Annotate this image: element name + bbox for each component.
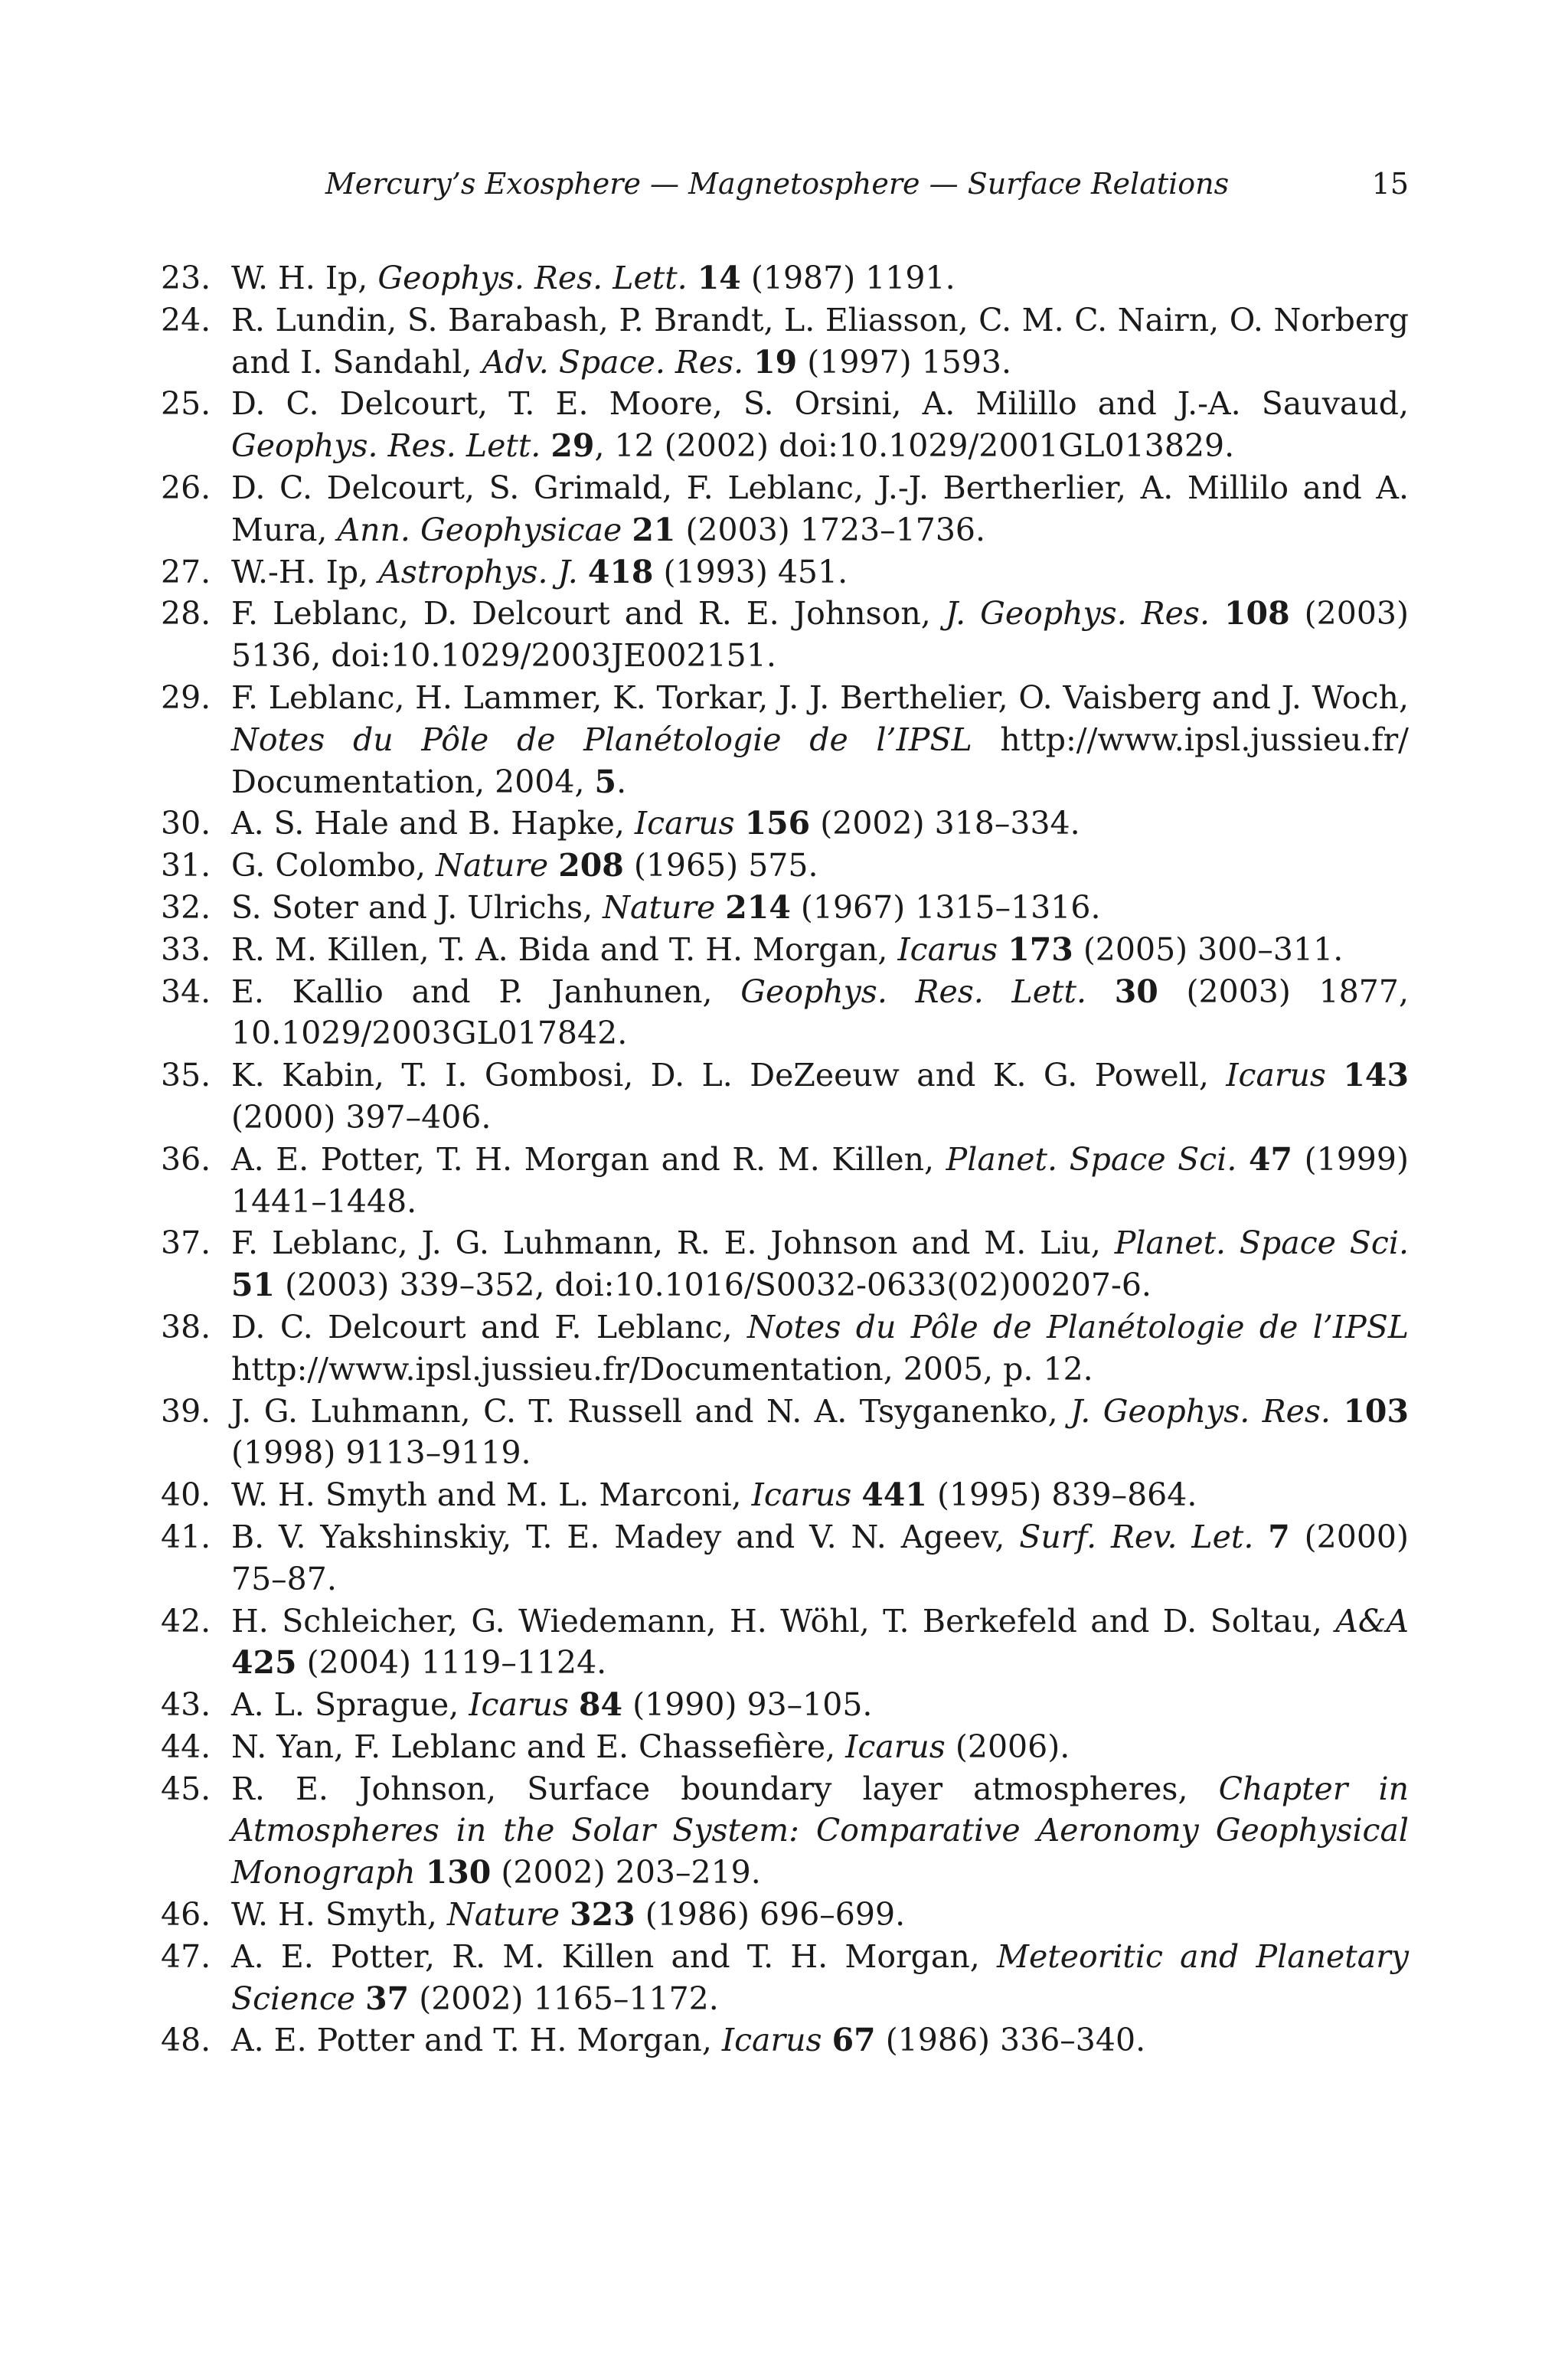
reference-item <box>161 1139 1409 1223</box>
reference-text <box>231 2019 1409 2061</box>
reference-number: 35. <box>161 1057 211 1094</box>
reference-text <box>231 887 1409 929</box>
reference-item <box>161 1768 1409 1894</box>
page-number: 15 <box>1371 167 1409 201</box>
reference-item <box>161 1600 1409 1685</box>
reference-text <box>231 929 1409 971</box>
reference-segment: G. Colombo, <box>231 847 436 884</box>
reference-title-italic: Chapter in Atmospheres in the Solar System: Comparative Aeronomy Geophysical Monograph <box>231 1770 1409 1891</box>
reference-title-italic: Ann. Geophysicae <box>337 511 622 548</box>
reference-text <box>231 593 1409 677</box>
reference-title-italic: Notes du Pôle de Planétologie de l’IPSL <box>231 721 972 758</box>
reference-title-italic: Icarus <box>897 930 998 968</box>
reference-segment <box>688 260 697 296</box>
reference-volume: 7 <box>1268 1518 1290 1555</box>
reference-volume: 84 <box>579 1686 623 1724</box>
reference-number: 32. <box>161 888 211 926</box>
reference-item <box>161 257 1409 299</box>
reference-segment <box>355 1980 365 2017</box>
reference-segment: D. C. Delcourt and F. Leblanc, <box>231 1308 748 1345</box>
reference-segment: K. Kabin, T. I. Gombosi, D. L. DeZeeuw and K. G. Powell, <box>231 1057 1227 1094</box>
reference-segment <box>1086 973 1115 1010</box>
reference-volume: 418 <box>587 553 654 590</box>
reference-item <box>161 1391 1409 1475</box>
reference-number: 31. <box>161 847 211 884</box>
reference-volume: 47 <box>1248 1140 1293 1178</box>
reference-segment: F. Leblanc, D. Delcourt and R. E. Johnson, <box>231 595 946 633</box>
reference-text <box>231 299 1409 384</box>
reference-text <box>231 1054 1409 1139</box>
reference-text <box>231 1391 1409 1475</box>
reference-list <box>161 257 1409 2061</box>
reference-number: 45. <box>161 1770 211 1807</box>
reference-volume: 143 <box>1343 1057 1409 1094</box>
reference-item <box>161 593 1409 677</box>
reference-text <box>231 1684 1409 1726</box>
reference-number: 28. <box>161 595 211 633</box>
reference-number: 38. <box>161 1308 211 1345</box>
reference-segment: B. V. Yakshinskiy, T. E. Madey and V. N. Ageev, <box>231 1518 1020 1555</box>
reference-segment: (2002) 318–334. <box>810 805 1080 842</box>
reference-number: 29. <box>161 678 211 716</box>
reference-volume: 51 <box>231 1267 276 1304</box>
reference-volume: 323 <box>570 1896 635 1934</box>
reference-title-italic: Icarus <box>721 2022 822 2059</box>
reference-text <box>231 1222 1409 1306</box>
reference-segment <box>735 805 745 842</box>
reference-number: 43. <box>161 1686 211 1724</box>
reference-item <box>161 971 1409 1055</box>
reference-number: 48. <box>161 2022 211 2059</box>
reference-number: 42. <box>161 1602 211 1640</box>
reference-title-italic: Nature <box>603 888 716 926</box>
reference-volume: 30 <box>1114 973 1158 1010</box>
running-header <box>161 161 1409 207</box>
reference-item <box>161 1222 1409 1306</box>
reference-segment <box>622 512 632 548</box>
reference-title-italic: Icarus <box>634 805 735 842</box>
reference-number: 47. <box>161 1937 211 1975</box>
reference-segment <box>822 2022 832 2058</box>
reference-segment: (2003) 1877, 10.1029/2003GL017842. <box>231 973 1409 1052</box>
reference-segment <box>851 1476 861 1513</box>
reference-segment: (1993) 451. <box>653 553 848 590</box>
reference-number: 39. <box>161 1392 211 1430</box>
reference-number: 26. <box>161 469 211 506</box>
reference-title-italic: Astrophys. J. <box>378 553 578 590</box>
reference-segment: (2003) 1723–1736. <box>675 511 986 548</box>
reference-title-italic: Icarus <box>751 1476 852 1514</box>
reference-number: 27. <box>161 553 211 590</box>
reference-item <box>161 1306 1409 1391</box>
reference-text <box>231 845 1409 887</box>
reference-title-italic: J. Geophys. Res. <box>1070 1392 1331 1430</box>
reference-segment: http://www.ipsl.jussieu.fr/Documentation, 2005, p. 12. <box>231 1350 1093 1388</box>
reference-segment: (2002) 1165–1172. <box>409 1980 719 2017</box>
reference-segment: W. H. Smyth, <box>231 1896 447 1934</box>
reference-segment: (1986) 336–340. <box>875 2022 1146 2059</box>
reference-item <box>161 383 1409 467</box>
reference-segment <box>743 344 753 381</box>
reference-segment: N. Yan, F. Leblanc and E. Chassefière, <box>231 1728 846 1765</box>
reference-text <box>231 1894 1409 1936</box>
reference-item <box>161 551 1409 593</box>
reference-segment: E. Kallio and P. Janhunen, <box>231 973 741 1010</box>
reference-item <box>161 467 1409 551</box>
reference-text <box>231 1306 1409 1391</box>
reference-title-italic: Icarus <box>469 1686 569 1724</box>
reference-segment <box>1253 1519 1268 1555</box>
running-title: Mercury’s Exosphere — Magnetosphere — Surface Relations <box>325 167 1230 201</box>
reference-title-italic: Meteoritic and Planetary Science <box>231 1937 1409 2017</box>
reference-segment: (2005) 300–311. <box>1073 930 1344 968</box>
reference-volume: 130 <box>425 1854 492 1891</box>
reference-segment: (1986) 696–699. <box>635 1896 906 1934</box>
reference-text <box>231 803 1409 845</box>
reference-text <box>231 677 1409 803</box>
reference-segment: A. E. Potter and T. H. Morgan, <box>231 2022 722 2059</box>
reference-number: 30. <box>161 805 211 842</box>
reference-segment <box>998 931 1008 968</box>
reference-text <box>231 257 1409 299</box>
reference-volume: 19 <box>753 343 798 381</box>
reference-segment <box>578 554 588 590</box>
reference-segment: (2006). <box>945 1728 1070 1765</box>
reference-segment <box>1210 595 1224 632</box>
reference-text <box>231 551 1409 593</box>
reference-volume: 37 <box>365 1980 410 2017</box>
reference-number: 41. <box>161 1518 211 1555</box>
reference-segment: R. Lundin, S. Barabash, P. Brandt, L. Eliasson, C. M. C. Nairn, O. Norberg and I. Sandahl, <box>231 301 1409 381</box>
reference-segment: W. H. Ip, <box>231 260 378 296</box>
reference-segment: (1987) 1191. <box>740 260 956 296</box>
reference-volume: 29 <box>550 427 595 465</box>
reference-volume: 441 <box>861 1476 927 1514</box>
reference-title-italic: Notes du Pôle de Planétologie de l’IPSL <box>747 1308 1410 1345</box>
reference-segment: S. Soter and J. Ulrichs, <box>231 888 603 926</box>
reference-title-italic: Icarus <box>845 1728 946 1765</box>
reference-item <box>161 1894 1409 1936</box>
reference-volume: 425 <box>231 1644 297 1682</box>
reference-text <box>231 1474 1409 1516</box>
reference-title-italic: Geophys. Res. Lett. <box>231 427 541 465</box>
reference-segment: F. Leblanc, J. G. Luhmann, R. E. Johnson and M. Liu, <box>231 1224 1115 1262</box>
reference-segment: , 12 (2002) doi:10.1029/2001GL013829. <box>594 427 1235 465</box>
reference-segment: H. Schleicher, G. Wiedemann, H. Wöhl, T. Berkefeld and D. Soltau, <box>231 1602 1336 1640</box>
reference-text <box>231 383 1409 467</box>
reference-segment: A. E. Potter, T. H. Morgan and R. M. Killen, <box>231 1140 946 1178</box>
reference-item <box>161 803 1409 845</box>
reference-segment: (2000) 397–406. <box>231 1098 492 1136</box>
reference-title-italic: Geophys. Res. Lett. <box>740 973 1087 1010</box>
reference-volume: 214 <box>725 888 791 926</box>
reference-segment <box>560 1896 570 1933</box>
reference-segment: W.-H. Ip, <box>231 553 379 590</box>
reference-title-italic: Surf. Rev. Let. <box>1019 1518 1254 1555</box>
reference-segment: A. L. Sprague, <box>231 1686 469 1724</box>
reference-segment: (1990) 93–105. <box>622 1686 873 1724</box>
reference-segment: A. E. Potter, R. M. Killen and T. H. Morgan, <box>231 1937 998 1975</box>
reference-segment <box>1236 1141 1249 1178</box>
reference-segment <box>569 1686 579 1723</box>
reference-number: 46. <box>161 1896 211 1934</box>
reference-volume: 108 <box>1224 595 1290 633</box>
reference-number: 24. <box>161 301 211 338</box>
reference-segment: D. C. Delcourt, S. Grimald, F. Leblanc, J.-J. Bertherlier, A. Millilo and A. Mura, <box>231 469 1409 548</box>
reference-segment: (2003) 339–352, doi:10.1016/S0032-0633(02)00207-6. <box>275 1267 1152 1304</box>
reference-segment: (1965) 575. <box>623 847 818 884</box>
reference-item <box>161 1936 1409 2020</box>
reference-segment: (2002) 203–219. <box>491 1854 761 1891</box>
reference-title-italic: A&A <box>1335 1602 1409 1640</box>
reference-item <box>161 1684 1409 1726</box>
reference-number: 44. <box>161 1728 211 1765</box>
reference-volume: 173 <box>1008 930 1073 968</box>
reference-segment: A. S. Hale and B. Hapke, <box>231 805 635 842</box>
reference-title-italic: Adv. Space. Res. <box>482 343 744 381</box>
reference-segment: (2003) 5136, doi:10.1029/2003JE002151. <box>231 595 1409 675</box>
reference-item <box>161 1516 1409 1600</box>
reference-item <box>161 929 1409 971</box>
reference-item <box>161 2019 1409 2061</box>
reference-segment <box>715 889 725 926</box>
reference-text <box>231 1936 1409 2020</box>
reference-segment <box>541 427 550 464</box>
reference-title-italic: Planet. Space Sci. <box>946 1140 1237 1178</box>
reference-segment: W. H. Smyth and M. L. Marconi, <box>231 1476 752 1514</box>
reference-title-italic: Icarus <box>1226 1057 1326 1094</box>
reference-number: 33. <box>161 930 211 968</box>
reference-volume: 21 <box>632 511 676 548</box>
reference-number: 25. <box>161 385 211 423</box>
reference-item <box>161 1726 1409 1768</box>
reference-segment <box>548 847 558 884</box>
reference-volume: 103 <box>1343 1392 1409 1430</box>
reference-text <box>231 1600 1409 1685</box>
reference-item <box>161 887 1409 929</box>
reference-volume: 5 <box>594 763 617 800</box>
reference-number: 23. <box>161 260 211 296</box>
reference-volume: 14 <box>697 260 741 296</box>
reference-segment: R. E. Johnson, Surface boundary layer atmospheres, <box>231 1770 1219 1807</box>
reference-segment <box>1326 1057 1343 1094</box>
reference-title-italic: Nature <box>436 847 549 884</box>
reference-segment: http://www.ipsl.jussieu.fr/ Documentation, 2004, <box>231 721 1409 800</box>
reference-item <box>161 299 1409 384</box>
reference-title-italic: Geophys. Res. Lett. <box>377 260 688 296</box>
reference-volume: 67 <box>831 2022 876 2059</box>
reference-segment: (1967) 1315–1316. <box>790 888 1101 926</box>
reference-number: 36. <box>161 1140 211 1178</box>
reference-number: 34. <box>161 973 211 1010</box>
reference-number: 37. <box>161 1224 211 1262</box>
reference-title-italic: J. Geophys. Res. <box>945 595 1210 633</box>
reference-item <box>161 677 1409 803</box>
reference-segment: F. Leblanc, H. Lammer, K. Torkar, J. J. Berthelier, O. Vaisberg and J. Woch, <box>231 678 1409 716</box>
reference-text <box>231 1768 1409 1894</box>
reference-segment: (1995) 839–864. <box>926 1476 1197 1514</box>
reference-item <box>161 845 1409 887</box>
reference-title-italic: Planet. Space Sci. <box>1114 1224 1409 1262</box>
reference-text <box>231 1516 1409 1600</box>
reference-segment: (1999) 1441–1448. <box>231 1140 1409 1220</box>
reference-volume: 156 <box>744 805 811 842</box>
reference-number: 40. <box>161 1476 211 1514</box>
reference-segment: R. M. Killen, T. A. Bida and T. H. Morgan, <box>231 930 898 968</box>
reference-text <box>231 1726 1409 1768</box>
reference-item <box>161 1054 1409 1139</box>
reference-segment: (2000) 75–87. <box>231 1518 1409 1597</box>
reference-segment: J. G. Luhmann, C. T. Russell and N. A. Tsyganenko, <box>231 1392 1071 1430</box>
reference-segment: (1997) 1593. <box>797 343 1011 381</box>
reference-volume: 208 <box>558 847 624 884</box>
reference-segment: (2004) 1119–1124. <box>296 1644 607 1682</box>
reference-text <box>231 1139 1409 1223</box>
reference-item <box>161 1474 1409 1516</box>
reference-segment <box>1331 1393 1343 1430</box>
reference-segment: (1998) 9113–9119. <box>231 1434 531 1472</box>
reference-text <box>231 971 1409 1055</box>
reference-segment: . <box>616 763 627 800</box>
reference-title-italic: Nature <box>446 1896 560 1934</box>
reference-segment <box>416 1854 426 1891</box>
reference-segment: D. C. Delcourt, T. E. Moore, S. Orsini, A. Milillo and J.-A. Sauvaud, <box>231 385 1409 423</box>
reference-text <box>231 467 1409 551</box>
